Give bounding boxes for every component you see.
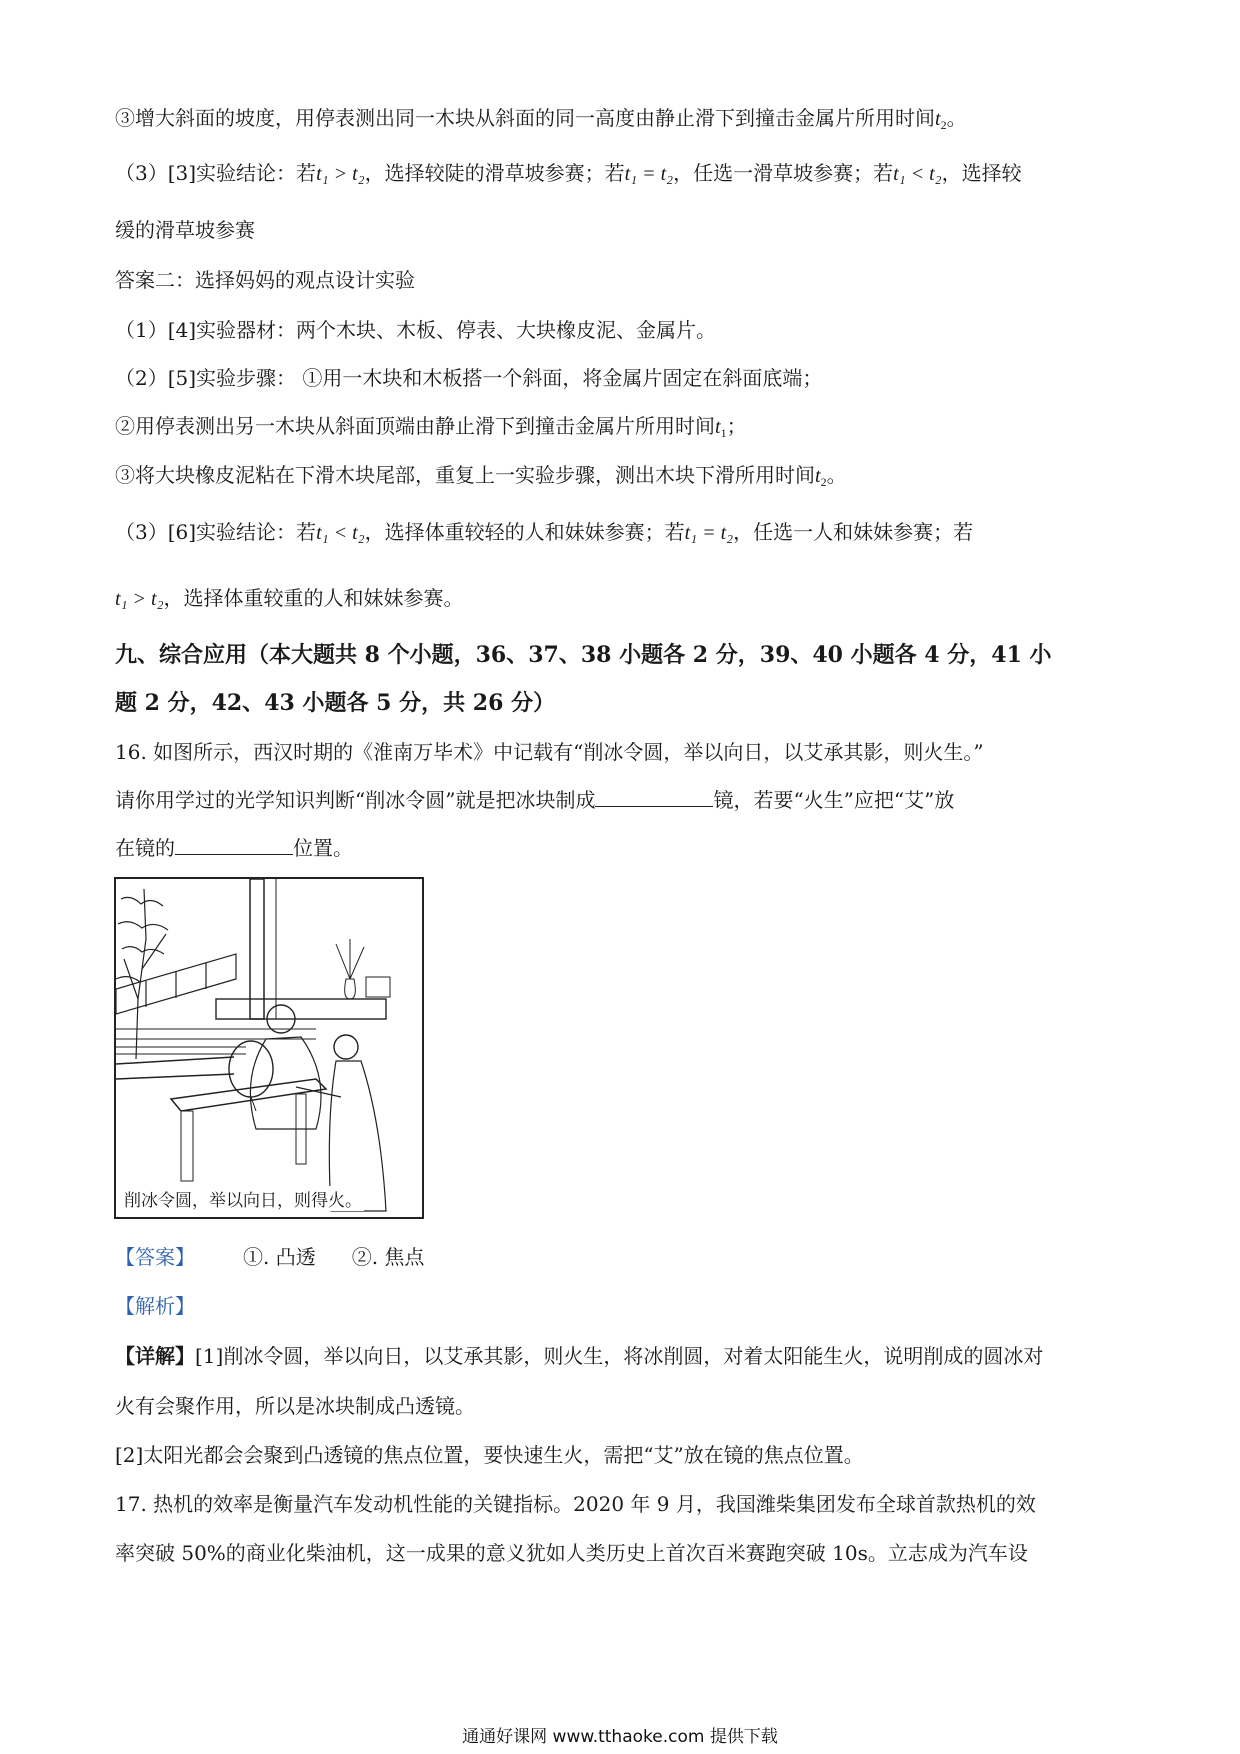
answer-1: ①. 凸透 — [243, 1245, 316, 1269]
detail-line-2: 火有会聚作用，所以是冰块制成凸透镜。 — [115, 1394, 475, 1418]
detail-line-1: 【详解】[1]削冰令圆，举以向日，以艾承其影，则火生，将冰削圆，对着太阳能生火，说明削成的圆冰对 — [115, 1344, 1044, 1368]
detail-line-3: [2]太阳光都会会聚到凸透镜的焦点位置，要快速生火，需把“艾”放在镜的焦点位置。 — [115, 1443, 864, 1467]
footer-watermark: 通通好课网 www.tthaoke.com 提供下载 — [462, 1727, 778, 1747]
section-heading: 九、综合应用（本大题共 8 个小题，36、37、38 小题各 2 分，39、40 小题各 4 分，41 小 — [115, 642, 1052, 668]
conclusion-3-cont: 缓的滑草坡参赛 — [115, 218, 255, 242]
steps-line: （2）[5]实验步骤： ①用一木块和木板搭一个斜面，将金属片固定在斜面底端； — [115, 366, 823, 390]
answer-line — [115, 1247, 1130, 1267]
step-3b-line: ③将大块橡皮泥粘在下滑木块尾部，重复上一实验步骤，测出木块下滑所用时间$t_2$。 — [115, 463, 847, 489]
question-16-line-1: 16. 如图所示，西汉时期的《淮南万毕术》中记载有“削冰令圆，举以向日，以艾承其影，则火生。” — [115, 740, 984, 764]
question-17-line-1: 17. 热机的效率是衡量汽车发动机性能的关键指标。2020 年 9 月，我国潍柴集团发布全球首款热机的效 — [115, 1492, 1036, 1516]
conclusion-6-line: （3）[6]实验结论：若t₁ < t₂，选择体重较轻的人和妹妹参赛；若t₁ = t₂，任选一人和妹妹参赛；若 — [115, 520, 974, 544]
conclusion-6-cont: t₁ > t₂，选择体重较重的人和妹妹参赛。 — [115, 586, 464, 610]
answer-2: ②. 焦点 — [351, 1245, 425, 1269]
step-2-line: ②用停表测出另一木块从斜面顶端由静止滑下到撞击金属片所用时间$t_1$； — [115, 414, 747, 440]
question-17-line-2: 率突破 50%的商业化柴油机，这一成果的意义犹如人类历史上首次百米赛跑突破 10s。立志成为汽车设 — [115, 1541, 1028, 1565]
section-heading-cont: 题 2 分，42、43 小题各 5 分，共 26 分） — [115, 690, 556, 716]
conclusion-3-line: （3）[3]实验结论：若t₁ > t₂，选择较陡的滑草坡参赛；若t₁ = t₂，任选一滑草坡参赛；若t₁ < t₂，选择较 — [115, 161, 1022, 185]
ancient-illustration-figure — [114, 877, 424, 1219]
answer-blank-2 — [175, 838, 293, 855]
answer-label: 【答案】 — [115, 1245, 195, 1269]
question-16-line-2: 请你用学过的光学知识判断“削冰令圆”就是把冰块制成 镜，若要“火生”应把“艾”放 — [115, 788, 955, 812]
detail-label: 【详解】 — [115, 1344, 195, 1368]
question-16-line-3: 在镜的 位置。 — [115, 836, 353, 860]
step-3-line: ③增大斜面的坡度，用停表测出同一木块从斜面的同一高度由静止滑下到撞击金属片所用时间$t_2$。 — [115, 106, 967, 132]
materials-line: （1）[4]实验器材：两个木块、木板、停表、大块橡皮泥、金属片。 — [115, 318, 717, 342]
analysis-label: 【解析】 — [115, 1294, 195, 1318]
illustration-drawing — [116, 879, 422, 1217]
answer-two-heading: 答案二：选择妈妈的观点设计实验 — [115, 268, 415, 292]
figure-caption: 削冰令圆，举以向日，则得火。 — [122, 1186, 364, 1211]
answer-blank-1 — [595, 790, 713, 807]
